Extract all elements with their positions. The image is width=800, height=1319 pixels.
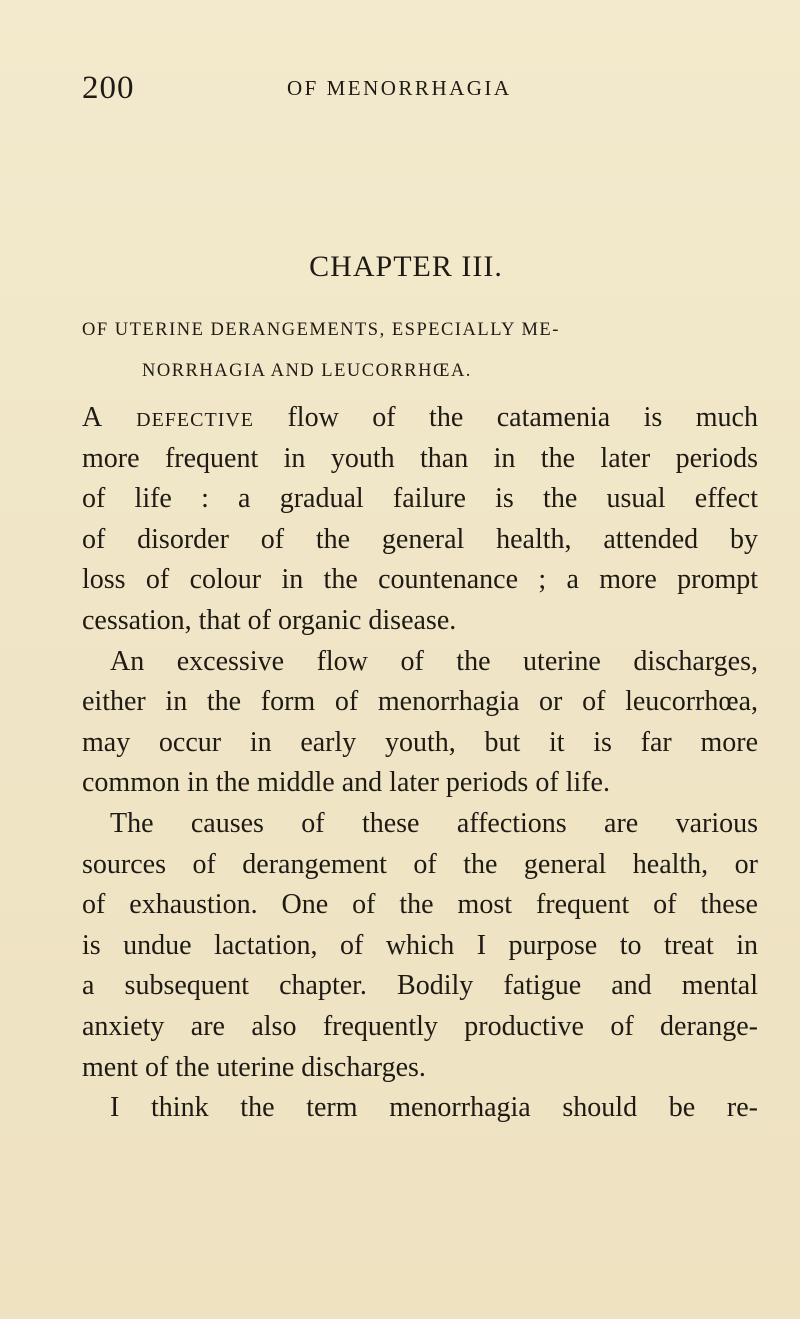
text-line: a subsequent chapter. Bodily fatigue and mental xyxy=(82,970,758,1002)
paragraph-3 xyxy=(82,804,758,1088)
text-line: is undue lactation, of which I purpose to treat in xyxy=(82,929,758,961)
text-line: anxiety are also frequently productive of derange- xyxy=(82,1010,758,1042)
subtitle-line: NORRHAGIA AND LEUCORRHŒA. xyxy=(142,361,472,381)
text-line: I think the term menorrhagia should be re- xyxy=(110,1092,758,1124)
text-line: may occur in early youth, but it is far more xyxy=(82,726,758,758)
text-line: of life : a gradual failure is the usual effect xyxy=(82,483,758,515)
text-line-rest: flow of the catamenia is much xyxy=(254,402,758,433)
running-head xyxy=(82,68,762,108)
paragraph-2 xyxy=(82,642,758,804)
text-line: of exhaustion. One of the most frequent of these xyxy=(82,889,758,921)
text-line: sources of derangement of the general health, or xyxy=(82,848,758,880)
opening-small-caps: A defective xyxy=(82,402,255,433)
text-line: more frequent in youth than in the later periods xyxy=(82,442,758,474)
chapter-heading: CHAPTER III. xyxy=(309,250,503,283)
text-line: cessation, that of organic disease. xyxy=(82,604,457,636)
text-line: common in the middle and later periods of life. xyxy=(82,767,610,799)
text-line: ment of the uterine discharges. xyxy=(82,1051,426,1083)
page-number: 200 xyxy=(82,70,135,106)
text-line: An excessive flow of the uterine discharges, xyxy=(110,645,758,677)
text-line: The causes of these affections are various xyxy=(110,807,758,839)
text-line: of disorder of the general health, attended by xyxy=(82,523,758,555)
text-line xyxy=(82,398,758,439)
body-text xyxy=(82,398,758,1129)
text-line: either in the form of menorrhagia or of leucorrhœa, xyxy=(82,686,758,718)
paragraph-4 xyxy=(82,1088,758,1129)
subtitle-line: OF UTERINE DERANGEMENTS, ESPECIALLY ME- xyxy=(82,320,560,340)
chapter-subtitle xyxy=(80,310,760,392)
running-title: OF MENORRHAGIA xyxy=(287,76,512,100)
paragraph-1 xyxy=(82,398,758,642)
text-line: loss of colour in the countenance ; a more prompt xyxy=(82,564,758,596)
